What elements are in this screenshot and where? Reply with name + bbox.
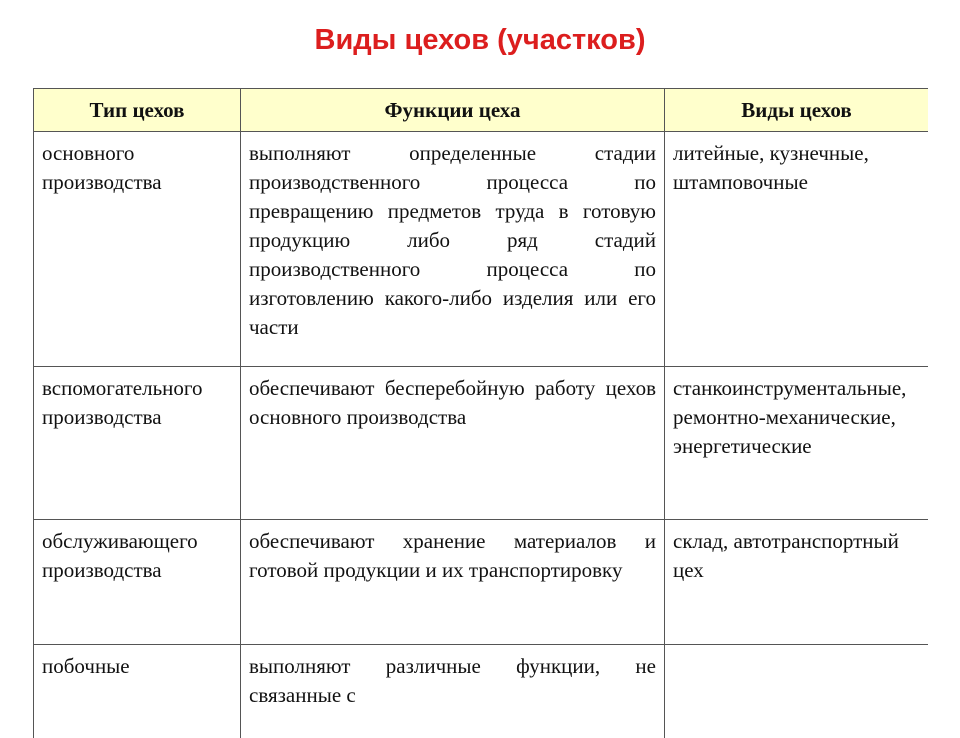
cell-functions: выполняют различные функции, не связанные с [241,645,665,738]
cell-type: побочные [34,645,241,738]
page-title: Виды цехов (участков) [0,24,960,57]
table-header-row [34,89,929,132]
header-kinds: Виды цехов [665,89,929,132]
table-row [34,367,929,520]
cell-kinds: склад, автотранспортный цех [665,520,929,645]
cell-kinds: литейные, кузнечные, штамповочные [665,132,929,367]
table-row [34,132,929,367]
table-row [34,520,929,645]
workshop-types-table-wrapper [33,88,928,738]
workshop-types-table [33,88,928,738]
header-type: Тип цехов [34,89,241,132]
cell-functions: обеспечивают хранение материалов и готовой продукции и их транспортировку [241,520,665,645]
cell-functions: выполняют определенные стадии производственного процесса по превращению предметов труда в готовую продукцию либо ряд стадий производственного процесса по изготовлению какого-либо изделия или его части [241,132,665,367]
cell-type: основного производства [34,132,241,367]
cell-functions: обеспечивают бесперебойную работу цехов основного производства [241,367,665,520]
cell-kinds: станкоинструментальные, ремонтно-механические, энергетические [665,367,929,520]
table-row [34,645,929,738]
cell-type: вспомогательного производства [34,367,241,520]
header-functions: Функции цеха [241,89,665,132]
cell-kinds [665,645,929,738]
cell-type: обслуживающего производства [34,520,241,645]
